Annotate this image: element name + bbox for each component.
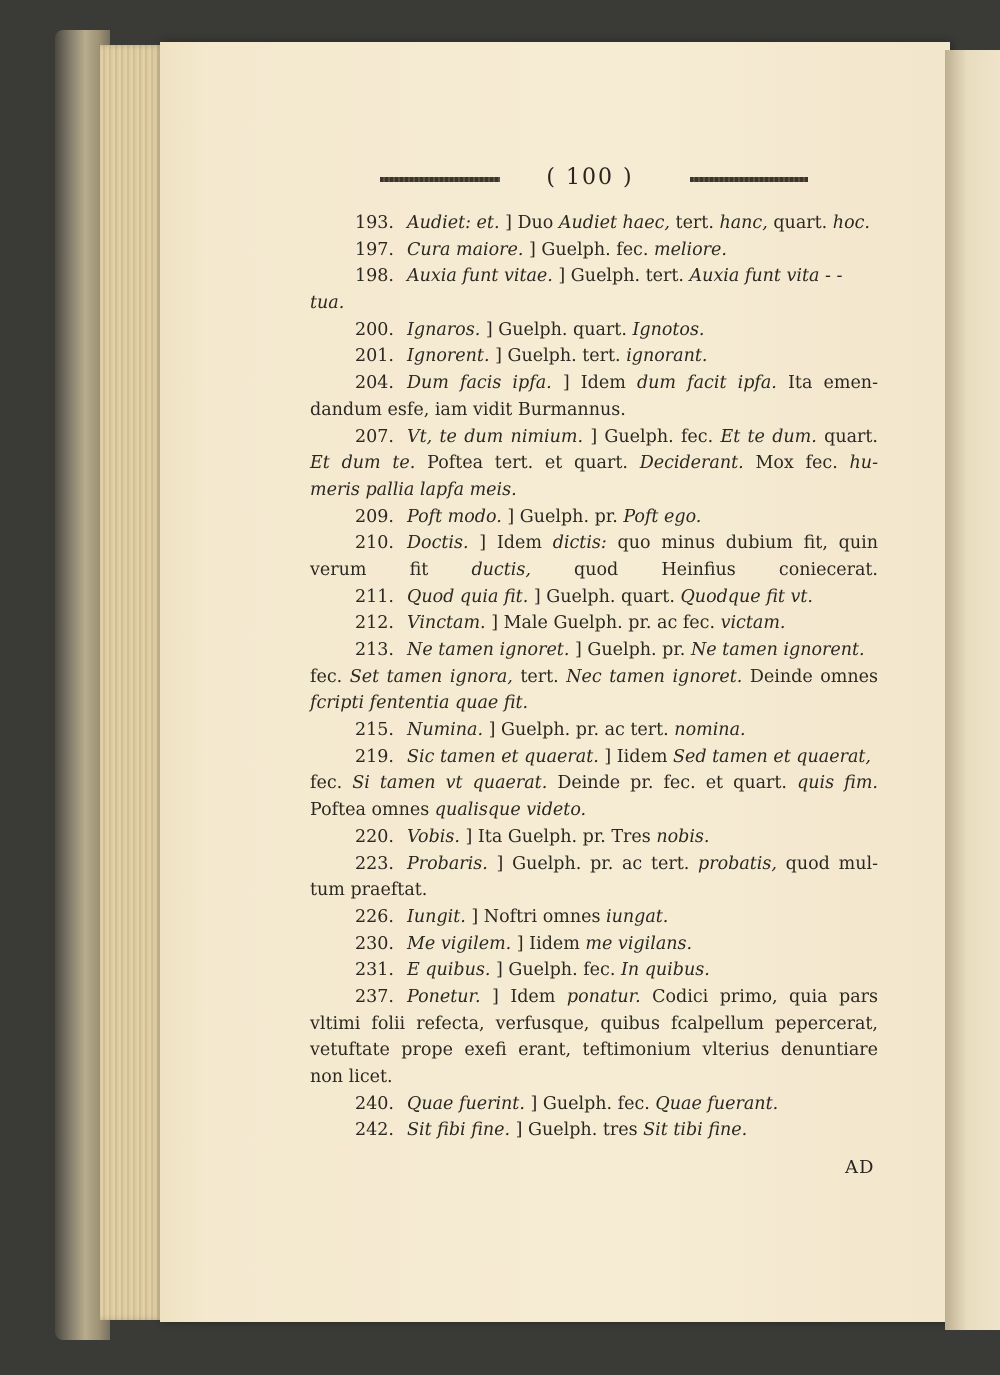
text-line — [310, 584, 878, 611]
italic-lemma: Deciderant. — [639, 453, 744, 474]
text-run: ] Guelph. fec. — [490, 960, 621, 981]
text-line — [310, 237, 878, 264]
text-line — [310, 1117, 878, 1144]
italic-lemma: Poft ego. — [623, 506, 702, 527]
line-number: 204. — [355, 373, 394, 394]
text-run: Deinde pr. fec. et quart. — [547, 773, 798, 794]
text-run: non licet. — [310, 1067, 393, 1087]
text-line — [310, 343, 878, 370]
italic-lemma: E quibus. — [407, 960, 491, 981]
text-line — [310, 1037, 878, 1064]
text-line — [310, 317, 878, 344]
text-run: quo minus dubium fit, quin — [606, 533, 878, 554]
italic-lemma: Ignorent. — [407, 346, 490, 367]
text-run: ] Guelph. fec. — [523, 239, 654, 260]
italic-lemma: Cura maiore. — [407, 239, 524, 260]
text-line — [310, 1011, 878, 1038]
italic-lemma: Audiet: et. — [407, 213, 500, 233]
italic-lemma: Set tamen ignora, — [349, 666, 513, 687]
line-number: 237. — [355, 986, 394, 1007]
italic-lemma: fcripti fententia quae fit. — [310, 693, 529, 714]
text-run: ] Guelph. fec. — [583, 426, 721, 447]
text-line — [310, 1064, 878, 1091]
text-run: tert. — [669, 213, 720, 233]
text-line — [310, 450, 878, 477]
text-line — [310, 397, 878, 424]
text-line — [310, 664, 878, 691]
text-line — [310, 690, 878, 717]
text-run: ] Guelph. pr. ac tert. — [483, 720, 675, 741]
italic-lemma: tua. — [310, 293, 345, 314]
italic-lemma: Vt, te dum nimium. — [407, 426, 584, 447]
line-number: 209. — [355, 506, 394, 527]
text-run: ] Guelph. tert. — [489, 346, 627, 367]
line-number: 240. — [355, 1093, 394, 1114]
text-run: ] Iidem — [511, 933, 586, 954]
italic-lemma: meliore. — [653, 239, 727, 260]
line-number: 223. — [355, 853, 394, 874]
text-run: Poftea tert. et quart. — [415, 453, 640, 474]
italic-lemma: Ponetur. — [407, 986, 481, 1007]
line-number: 200. — [355, 319, 394, 340]
text-line — [310, 210, 878, 237]
italic-lemma: Audiet haec, — [558, 213, 670, 233]
text-line — [310, 984, 878, 1011]
text-run: dandum esfe, iam vidit Burmannus. — [310, 399, 626, 420]
catchword: AD — [845, 1157, 875, 1178]
italic-lemma: victam. — [720, 613, 786, 634]
text-run: Mox fec. — [743, 453, 850, 474]
italic-lemma: Sit fibi fine. — [407, 1120, 511, 1141]
italic-lemma: Sit tibi fine. — [643, 1120, 748, 1141]
line-number: 210. — [355, 533, 394, 554]
line-number: 231. — [355, 960, 394, 981]
italic-lemma: hu- — [849, 453, 878, 474]
text-run: ] Ita Guelph. pr. Tres — [459, 826, 657, 847]
running-head — [0, 165, 1000, 195]
italic-lemma: probatis, — [698, 853, 777, 874]
text-run: ] Idem — [468, 533, 553, 554]
text-run: tert. — [512, 666, 567, 687]
line-number: 201. — [355, 346, 394, 367]
text-run: ] Idem — [480, 986, 567, 1007]
text-run: ] Guelph. fec. — [524, 1093, 656, 1114]
line-number: 207. — [355, 426, 394, 447]
page-edges — [100, 45, 165, 1320]
text-line — [310, 1091, 878, 1118]
text-line — [310, 957, 878, 984]
italic-lemma: Et te dum. — [720, 426, 817, 447]
text-run: ] Guelph. quart. — [528, 586, 681, 607]
text-line — [310, 530, 878, 557]
text-line — [310, 717, 878, 744]
text-run: ] Noftri omnes — [465, 906, 606, 927]
italic-lemma: Numina. — [407, 720, 484, 741]
line-number: 212. — [355, 613, 394, 634]
italic-lemma: ponatur. — [566, 986, 641, 1007]
italic-lemma: Sed tamen et quaerat, — [673, 746, 871, 767]
italic-lemma: Quae fuerint. — [407, 1093, 525, 1114]
italic-lemma: Ne tamen ignoret. — [407, 640, 570, 660]
ornamental-rule-right — [690, 177, 808, 182]
italic-lemma: Ne tamen ignorent. — [690, 640, 865, 660]
text-line — [310, 557, 878, 584]
italic-lemma: dictis: — [552, 533, 607, 554]
text-run: ] Guelph. quart. — [480, 319, 633, 340]
line-number: 198. — [355, 266, 394, 287]
commentary-text — [310, 210, 878, 1144]
text-run: quod Heinfius coniecerat. — [530, 559, 878, 580]
text-run: verum fit — [310, 559, 472, 580]
text-run: ] Duo — [499, 213, 559, 233]
text-run: Ita emen- — [776, 373, 878, 394]
text-run: vltimi folii refecta, verfusque, quibus fcalpellum pepercerat, — [310, 1013, 878, 1034]
text-run: fec. — [310, 773, 353, 794]
line-number: 211. — [355, 586, 394, 607]
italic-lemma: Ignaros. — [407, 319, 481, 340]
text-line — [310, 370, 878, 397]
italic-lemma: meris pallia lapfa meis. — [310, 479, 517, 500]
text-line — [310, 744, 878, 771]
line-number: 197. — [355, 239, 394, 260]
text-run: quart. — [767, 213, 833, 233]
text-line — [310, 263, 878, 290]
text-line — [310, 290, 878, 317]
italic-lemma: nomina. — [674, 720, 746, 741]
text-line — [310, 931, 878, 958]
italic-lemma: Ignotos. — [632, 319, 705, 340]
text-run: quart. — [816, 426, 878, 447]
text-line — [310, 477, 878, 504]
text-run: ] Guelph. tert. — [552, 266, 690, 287]
text-run: ] Guelph. tres — [510, 1120, 644, 1141]
text-run: ] Idem — [551, 373, 637, 394]
italic-lemma: ductis, — [471, 559, 531, 580]
italic-lemma: Me vigilem. — [407, 933, 512, 954]
text-run: fec. — [310, 666, 350, 687]
facing-page-edge — [945, 50, 1000, 1330]
line-number: 226. — [355, 906, 394, 927]
italic-lemma: Probaris. — [407, 853, 488, 874]
italic-lemma: Doctis. — [407, 533, 469, 554]
italic-lemma: Et dum te. — [310, 453, 416, 474]
line-number: 242. — [355, 1120, 394, 1141]
line-number: 215. — [355, 720, 394, 741]
text-line — [310, 877, 878, 904]
italic-lemma: Auxia funt vita - - — [689, 266, 843, 287]
ornamental-rule-left — [380, 177, 500, 182]
italic-lemma: Quodque fit vt. — [680, 586, 813, 607]
text-line — [310, 770, 878, 797]
italic-lemma: Auxia funt vitae. — [407, 266, 553, 287]
italic-lemma: Nec tamen ignoret. — [566, 666, 743, 687]
italic-lemma: iungat. — [606, 906, 669, 927]
text-line — [310, 904, 878, 931]
italic-lemma: Dum facis ipfa. — [407, 373, 552, 394]
italic-lemma: Iungit. — [407, 906, 466, 927]
text-run: ] Guelph. pr. — [569, 640, 691, 660]
italic-lemma: ignorant. — [626, 346, 708, 367]
text-line — [310, 797, 878, 824]
text-run: ] Guelph. pr. ac tert. — [487, 853, 699, 874]
line-number: 230. — [355, 933, 394, 954]
italic-lemma: Poft modo. — [407, 506, 502, 527]
text-run: tum praeftat. — [310, 880, 428, 901]
line-number: 193. — [355, 213, 394, 233]
text-line — [310, 610, 878, 637]
text-run: vetuftate prope exefi erant, teftimonium vlterius denuntiare — [310, 1040, 878, 1061]
text-run: Codici primo, quia pars — [640, 986, 879, 1007]
italic-lemma: hanc, — [719, 213, 768, 233]
italic-lemma: hoc. — [832, 213, 870, 233]
text-run: ] Iidem — [598, 746, 673, 767]
text-line — [310, 424, 878, 451]
italic-lemma: Si tamen vt quaerat. — [352, 773, 548, 794]
text-line — [310, 851, 878, 878]
italic-lemma: quis fim. — [797, 773, 878, 794]
italic-lemma: Sic tamen et quaerat. — [407, 746, 599, 767]
italic-lemma: Quod quia fit. — [407, 586, 529, 607]
text-run: Poftea omnes — [310, 800, 435, 821]
text-line — [310, 637, 878, 664]
line-number: 213. — [355, 640, 394, 660]
text-line — [310, 504, 878, 531]
italic-lemma: qualisque videto. — [434, 800, 587, 821]
italic-lemma: Vinctam. — [407, 613, 486, 634]
italic-lemma: nobis. — [656, 826, 710, 847]
italic-lemma: Quae fuerant. — [655, 1093, 779, 1114]
line-number: 219. — [355, 746, 394, 767]
italic-lemma: Vobis. — [407, 826, 460, 847]
italic-lemma: dum facit ipfa. — [636, 373, 777, 394]
italic-lemma: me vigilans. — [585, 933, 693, 954]
text-run: ] Guelph. pr. — [501, 506, 624, 527]
text-run: ] Male Guelph. pr. ac fec. — [485, 613, 721, 634]
italic-lemma: In quibus. — [620, 960, 710, 981]
text-line — [310, 824, 878, 851]
text-run: quod mul- — [776, 853, 878, 874]
line-number: 220. — [355, 826, 394, 847]
text-run: Deinde omnes — [742, 666, 878, 687]
page-number: ( 100 ) — [546, 165, 634, 190]
